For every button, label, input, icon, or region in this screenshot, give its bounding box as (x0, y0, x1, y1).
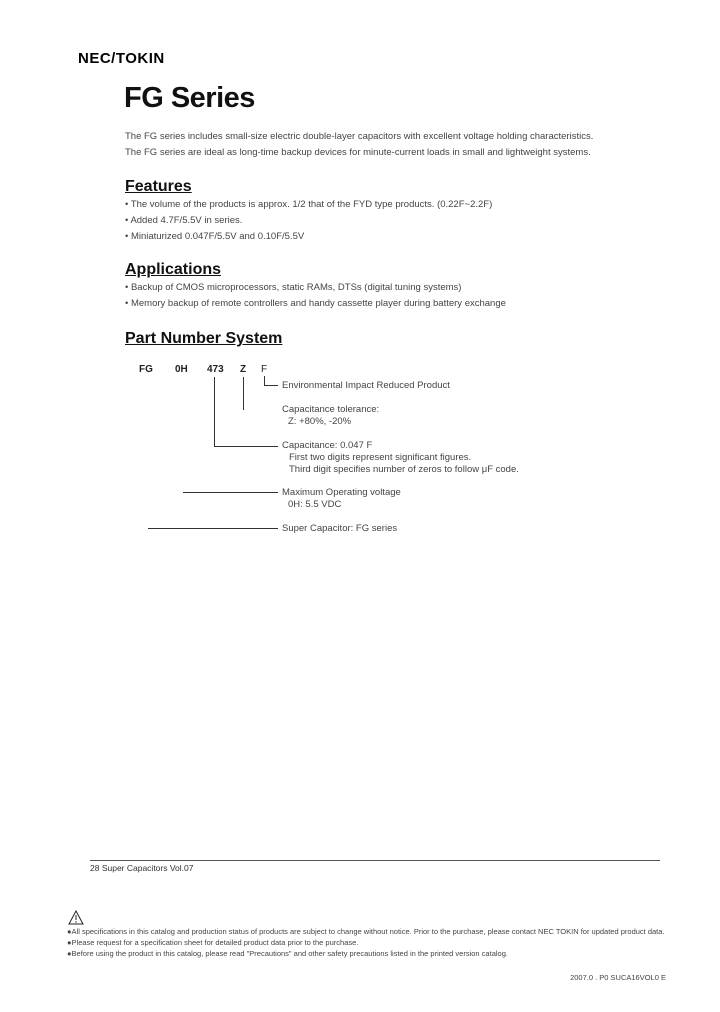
feature-item: • Added 4.7F/5.5V in series. (125, 215, 243, 226)
page-title: FG Series (124, 82, 255, 114)
volt-value: 0H: 5.5 VDC (288, 499, 342, 510)
connector-line (243, 377, 244, 410)
applications-heading: Applications (125, 261, 222, 278)
notice-line: ●All specifications in this catalog and production status of products are subject to change without notice. Prior to the purchase, please contact NEC TOKIN for updated product data. (67, 927, 665, 936)
logo: NEC/TOKIN (78, 50, 165, 67)
notice-line: ●Please request for a specification sheet for detailed product data prior to the purchase. (67, 938, 359, 947)
cap-desc: Capacitance: 0.047 F (282, 440, 373, 451)
connector-line (183, 492, 278, 493)
feature-item: • Miniaturized 0.047F/5.5V and 0.10F/5.5V (125, 231, 305, 242)
series-desc: Super Capacitor: FG series (282, 523, 398, 534)
code-capacitance: 473 (207, 364, 224, 375)
code-voltage: 0H (175, 364, 188, 375)
tol-desc: Capacitance tolerance: (282, 404, 380, 415)
tol-value: Z: +80%, -20% (288, 416, 352, 427)
code-tolerance: Z (240, 364, 247, 375)
connector-line (264, 385, 278, 386)
feature-item: • The volume of the products is approx. 1/2 that of the FYD type products. (0.22F~2.2F) (125, 199, 493, 210)
part-number-heading: Part Number System (125, 330, 283, 347)
notice-line: ●Before using the product in this catalog, please read "Precautions" and other safety precautions listed in the printed version catalog. (67, 949, 508, 958)
application-item: • Memory backup of remote controllers and handy cassette player during battery exchange (125, 298, 506, 309)
volt-desc: Maximum Operating voltage (282, 487, 401, 498)
env-desc: Environmental Impact Reduced Product (282, 380, 450, 391)
intro-line: The FG series are ideal as long-time backup devices for minute-current loads in small and lightweight systems. (125, 147, 591, 158)
cap-note: First two digits represent significant figures. (289, 452, 472, 463)
connector-line (214, 377, 215, 447)
code-environment: F (261, 364, 268, 375)
application-item: • Backup of CMOS microprocessors, static RAMs, DTSs (digital tuning systems) (125, 282, 462, 293)
footer-divider (90, 860, 660, 861)
connector-line (214, 446, 278, 447)
cap-note: Third digit specifies number of zeros to follow μF code. (289, 464, 519, 475)
page-number: 28 Super Capacitors Vol.07 (90, 863, 194, 873)
warning-icon (68, 910, 84, 925)
doc-code: 2007.0 . P0 SUCA16VOL0 E (570, 973, 666, 982)
code-series: FG (139, 364, 153, 375)
connector-line (148, 528, 278, 529)
features-heading: Features (125, 178, 192, 195)
intro-line: The FG series includes small-size electric double-layer capacitors with excellent voltage holding characteristics. (125, 131, 594, 142)
